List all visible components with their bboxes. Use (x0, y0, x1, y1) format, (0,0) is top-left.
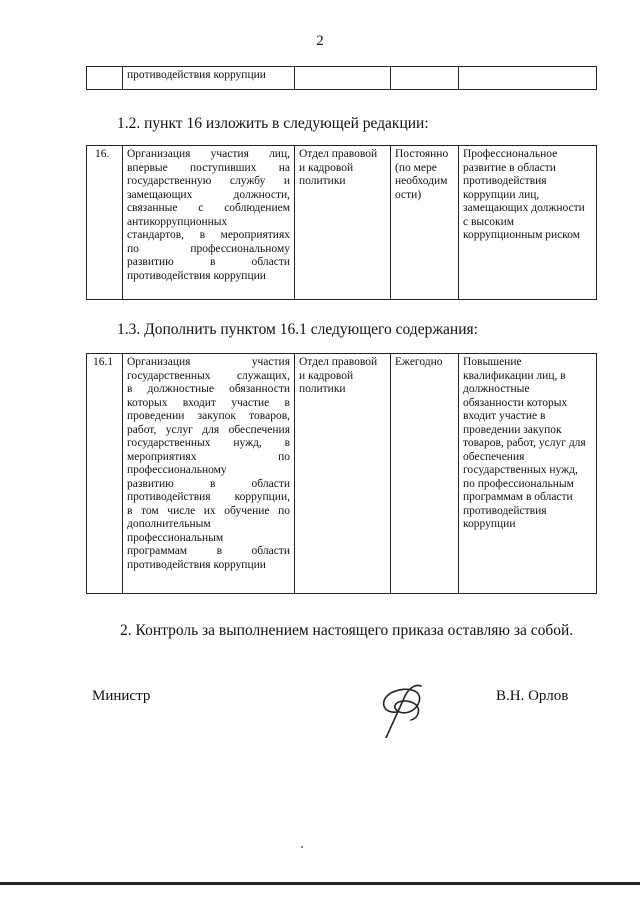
description-line: в должностные обязанности (127, 383, 290, 395)
page-number: 2 (316, 33, 324, 49)
item-description (123, 354, 295, 594)
item-number: 16. (87, 146, 123, 300)
item-responsible: Отдел правовой и кадровой политики (295, 146, 391, 300)
description-line: программам в области (127, 545, 290, 557)
continued-table (86, 66, 597, 90)
description-line: в том числе их обучение по (127, 504, 290, 517)
description-line: профессиональному (127, 464, 227, 476)
signatory-title: Министр (92, 688, 151, 704)
description-line: стандартов, в мероприятиях (127, 229, 290, 241)
description-line: государственную службу и (127, 175, 290, 187)
table-cell-empty (295, 67, 391, 90)
description-line: антикоррупционных (127, 215, 228, 228)
description-line: профессиональным (127, 531, 224, 544)
table-cell-empty (391, 67, 459, 90)
description-line: замещающих должности, (127, 188, 290, 201)
description-line: мероприятиях по (127, 450, 290, 463)
description-line: развитию в области (127, 256, 290, 268)
item-description (123, 146, 295, 300)
item-responsible: Отдел правовой и кадровой политики (295, 354, 391, 594)
description-line: по профессиональному (127, 242, 290, 255)
description-line: противодействия коррупции (127, 269, 266, 282)
item-term (391, 146, 459, 300)
description-line: работ, услуг для обеспечения (127, 423, 290, 436)
description-line: Организация участия (127, 356, 290, 368)
description-line: государственных нужд, в (127, 437, 290, 449)
description-line: противодействия коррупции (127, 558, 266, 571)
description-line: связанные с соблюдением (127, 202, 290, 214)
term-line: (по мере (395, 161, 437, 174)
item-number: 16.1 (87, 354, 123, 594)
description-line: дополнительным (127, 518, 211, 530)
description-line: проведении закупок товаров, (127, 410, 290, 422)
table-cell-empty (459, 67, 597, 90)
item-16-1-table (86, 353, 597, 594)
table-cell-empty (87, 67, 123, 90)
handwritten-signature (375, 668, 435, 738)
scan-speck (301, 846, 303, 848)
section-heading-1-3: 1.3. Дополнить пунктом 16.1 следующего содержания: (117, 321, 478, 338)
item-result: Профессиональное развитие в области противодействия коррупции лиц, замещающих должности с высоким коррупционным риском (459, 146, 597, 300)
table-cell-text: противодействия коррупции (123, 67, 295, 90)
page-bottom-rule (0, 882, 640, 885)
item-16-table (86, 145, 597, 300)
description-line: которых входит участие в (127, 396, 290, 409)
description-line: Организация участия лиц, (127, 148, 290, 160)
description-line: государственных служащих, (127, 369, 290, 382)
description-line: впервые поступивших на (127, 161, 290, 174)
section-heading-1-2: 1.2. пункт 16 изложить в следующей редакции: (117, 115, 429, 132)
item-result: Повышение квалификации лиц, в должностные обязанности которых входит участие в проведении закупок товаров, работ, услуг для обеспечения государственных нужд, по профессиональным программам в области противодействия коррупции (459, 354, 597, 594)
description-line: противодействия коррупции, (127, 491, 290, 503)
signatory-name: В.Н. Орлов (496, 688, 569, 704)
term-line: Постоянно (395, 148, 449, 160)
item-term: Ежегодно (391, 354, 459, 594)
term-line: ости) (395, 188, 422, 201)
paragraph-2: 2. Контроль за выполнением настоящего приказа оставляю за собой. (120, 622, 574, 639)
term-line: необходим (395, 175, 448, 187)
description-line: развитию в области (127, 477, 290, 490)
